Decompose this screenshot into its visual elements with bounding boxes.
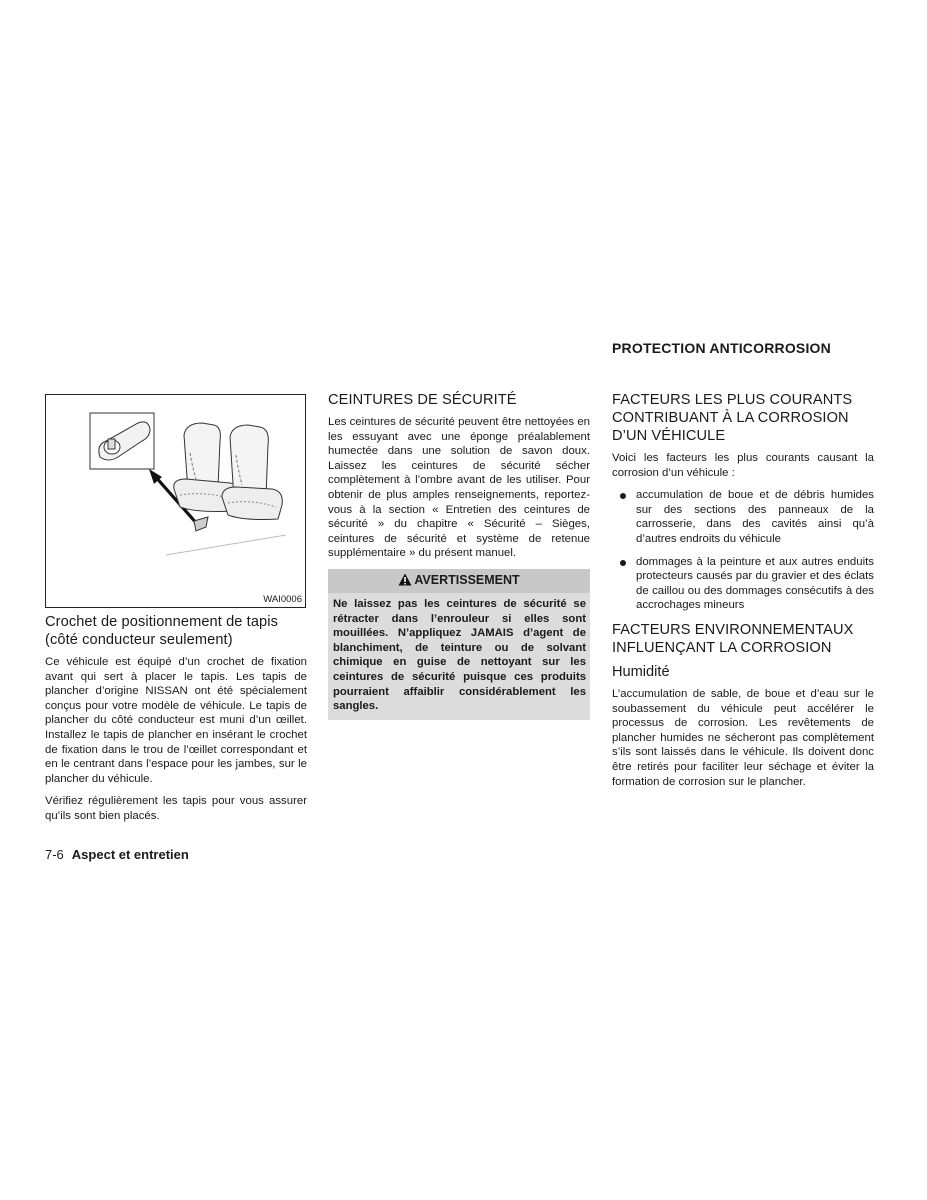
page-footer (45, 847, 189, 862)
warning-text: Ne laissez pas les ceintures de sécurité se rétracter dans l’enrouleur si elles sont mouillées. N’appliquez JAMAIS d’agent de blanchiment, de teinture ou de solvant chimique en guise de nettoyant sur les ceintures de sécurité puisque ces produits pourraient affaiblir considérablement les sangles. (333, 597, 586, 713)
list-item (612, 488, 874, 546)
paragraph-corrosion-intro: Voici les facteurs les plus courants causant la corrosion d’un véhicule : (612, 452, 874, 479)
column-2 (328, 391, 590, 720)
heading-floor-mat-hook: Crochet de positionnement de tapis (côté conducteur seulement) (45, 614, 278, 648)
list-item-text: dommages à la peinture et aux autres enduits protecteurs causés par du gravier et des éclats de caillou ou des dommages consécutifs à des accrochages mineurs (636, 555, 874, 612)
list-item-text: accumulation de boue et de débris humides sur des sections des panneaux de la carrosserie, dans des cavités ainsi qu’à d’autres endroits du véhicule (636, 489, 874, 545)
seat-illustration (46, 395, 305, 607)
paragraph-humidity: L’accumulation de sable, de boue et d’eau sur le soubassement du véhicule peut accélérer le processus de corrosion. Les revêtements de plancher humides ne sécheront pas complètement s’ils sont laissés dans le véhicule. Ils doivent donc être retirés pour faciliter leur séchage et éviter la formation de corrosion sur le plancher. (612, 687, 874, 788)
column-3 (612, 391, 874, 797)
list-item (612, 555, 874, 613)
bullet-list (612, 488, 874, 613)
figure-floor-mat-hook (45, 394, 306, 608)
bullet-icon (620, 560, 626, 566)
paragraph-seat-belts: Les ceintures de sécurité peuvent être nettoyées en les essuyant avec une éponge préalablement humectée dans une solution de savon doux. Laissez les ceintures de sécurité sécher complètement à l’ombre avant de les utiliser. Pour obtenir de plus amples renseignements, reportez-vous à la section « Entretien des ceintures de sécurité » du chapitre « Sécurité – Sièges, ceintures de sécurité et système de retenue supplémentaire » du présent manuel. (328, 416, 590, 560)
figure-code: WAI0006 (263, 594, 302, 605)
heading-corrosion-factors: FACTEURS LES PLUS COURANTS CONTRIBUANT À LA CORROSION D’UN VÉHICULE (612, 392, 853, 444)
column-1 (45, 613, 307, 832)
heading-seat-belts: CEINTURES DE SÉCURITÉ (328, 392, 517, 408)
page-number: 7-6 (45, 847, 64, 862)
running-head: PROTECTION ANTICORROSION (612, 340, 831, 356)
chapter-title: Aspect et entretien (71, 847, 189, 862)
heading-environmental-factors: FACTEURS ENVIRONNEMENTAUX INFLUENÇANT LA CORROSION (612, 621, 854, 656)
subheading-humidity: Humidité (612, 663, 670, 680)
paragraph-floor-mat-2: Vérifiez régulièrement les tapis pour vous assurer qu’ils sont bien placés. (45, 795, 307, 822)
warning-icon (398, 573, 412, 591)
warning-title-text: AVERTISSEMENT (414, 572, 520, 587)
bullet-icon (620, 493, 626, 499)
warning-box (328, 569, 590, 720)
warning-title (328, 569, 590, 593)
paragraph-floor-mat-1: Ce véhicule est équipé d’un crochet de fixation avant qui sert à placer le tapis. Les tapis de plancher d’origine NISSAN ont été spécialement conçus pour votre modèle de véhicule. Le tapis de plancher du côté conducteur est muni d’un œillet. Installez le tapis de plancher en insérant le crochet de fixation dans le trou de l’œillet correspondant et en le centrant dans l’espace pour les jambes, sur le plancher du véhicule. (45, 656, 307, 785)
